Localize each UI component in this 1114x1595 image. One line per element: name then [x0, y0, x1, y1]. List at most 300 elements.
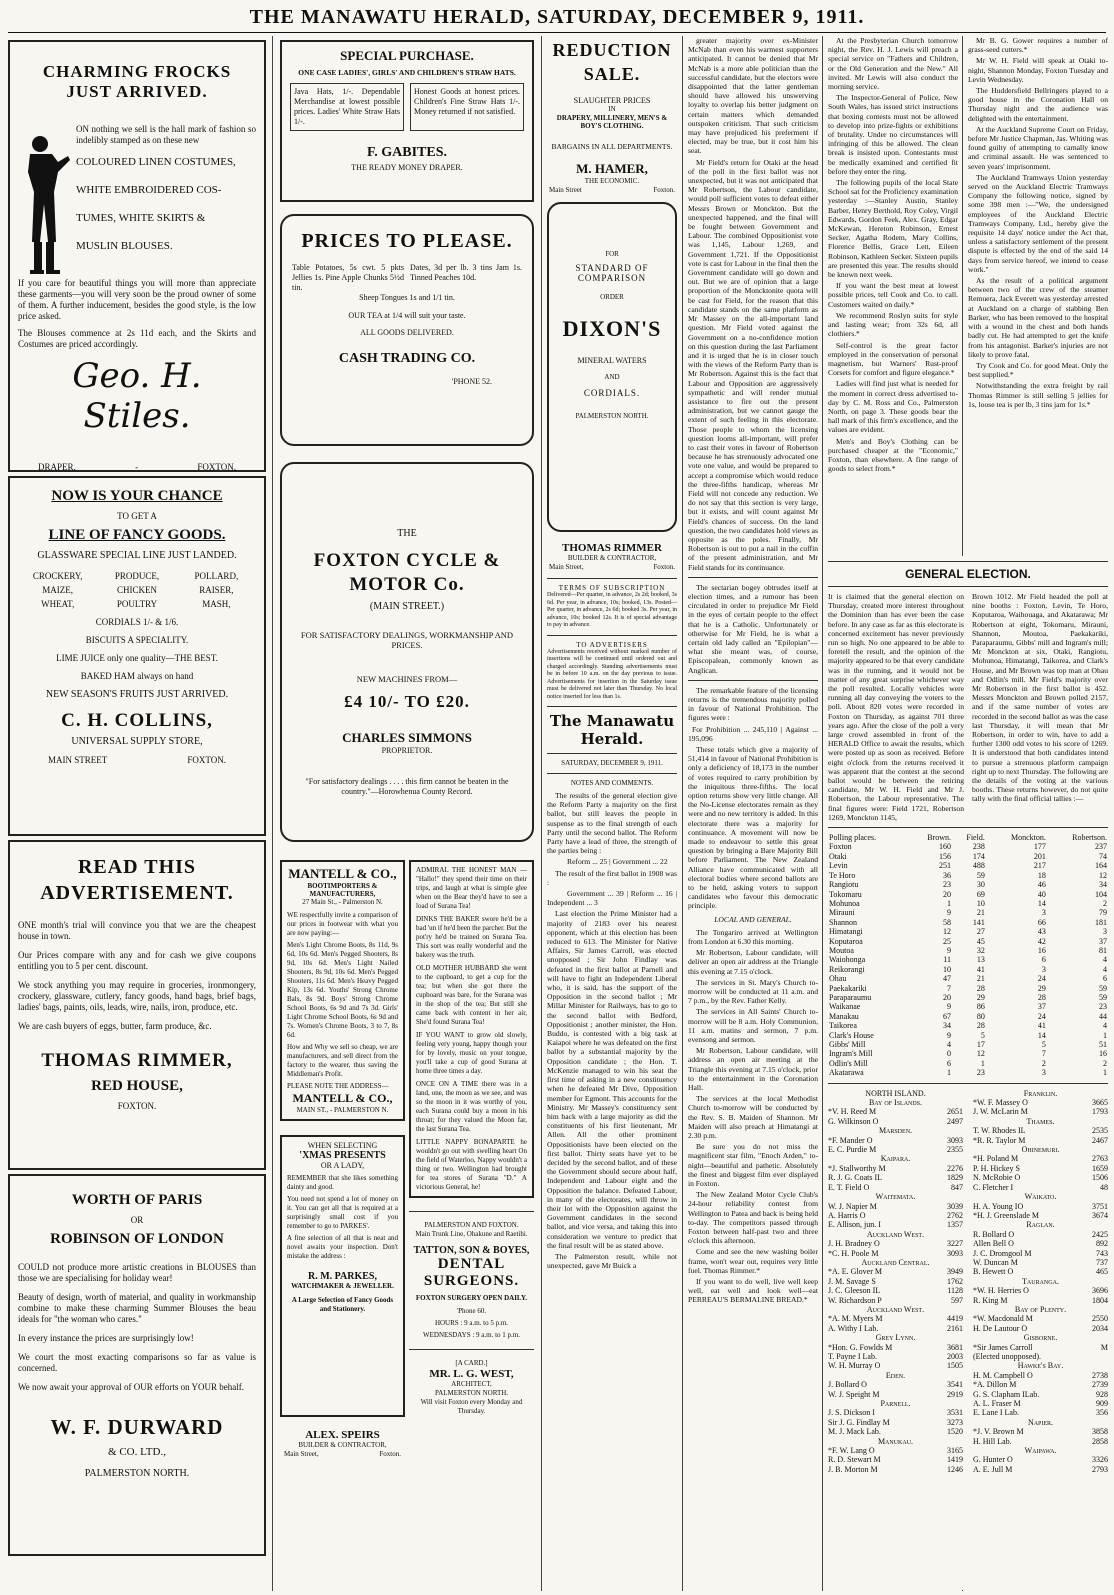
candidate-name: H. A. Young IO [973, 1201, 1024, 1211]
candidate-row [973, 1352, 1108, 1361]
vote-count: 1 [1103, 1030, 1107, 1040]
news-paragraph: Mr B. G. Gower requires a number of grass-seed cutters.* [968, 36, 1108, 55]
candidate-votes: 1505 [947, 1361, 963, 1371]
table-row [828, 927, 1108, 936]
candidate-votes: 1829 [947, 1173, 963, 1183]
polling-place: Te Horo [829, 870, 856, 880]
divider [547, 635, 677, 636]
local-paragraph: Mr Robertson, Labour candidate, will address an open air meeting at the Triangle this evening at 7.15 o'clock, prior to the entertainment in the Coronation Hall. [688, 1046, 818, 1092]
dixon-name: DIXON'S [562, 316, 662, 341]
west-name: MR. L. G. WEST, [429, 1368, 514, 1380]
candidate-name: W. J. Napier M [828, 1201, 877, 1211]
red-house-town: FOXTON. [117, 1101, 157, 1111]
divider [547, 578, 677, 579]
candidate-row [828, 1324, 963, 1333]
mantell-p3: How and Why we sell so cheap, we are manufacturers, and sell direct from the factory to the wearer, thus saving the Middleman's Profit. [287, 1043, 398, 1078]
collins-fancy-goods: LINE OF FANCY GOODS. [48, 527, 226, 543]
cash-prices [292, 263, 522, 293]
cash-trading-advert [280, 214, 534, 446]
candidate-name: *A. M. Myers M [828, 1314, 883, 1324]
vote-count: 1 [980, 1058, 985, 1068]
vote-count: 24 [1037, 1011, 1046, 1021]
column-2-lower [280, 856, 534, 1488]
trimmer-address [549, 563, 675, 571]
candidate-row [828, 1267, 963, 1276]
electorate-name: Grey Lynn. [875, 1333, 916, 1343]
stiles-footer [18, 462, 256, 472]
electorate-name: Eden. [885, 1370, 906, 1380]
durward-p2: Beauty of design, worth of material, and quality in workmanship combine to make these charming Summer Blouses the beau ideals for "the woman who cares." [18, 1292, 256, 1324]
collins-glassware: GLASSWARE SPECIAL LINE JUST LANDED. [37, 550, 237, 561]
divider [828, 586, 1108, 587]
vote-count: 6 [946, 1058, 951, 1068]
candidate-votes: 2738 [1092, 1370, 1108, 1380]
candidate-votes: 737 [1096, 1257, 1108, 1267]
dixon-for: FOR [605, 250, 619, 258]
vote-count: 174 [972, 851, 985, 861]
trimmer-name: THOMAS RIMMER [562, 542, 662, 554]
candidate-name: T. W. Rhodes IL [973, 1126, 1026, 1136]
mantell-name-2: MANTELL & CO., [292, 1091, 393, 1105]
candidate-row [828, 1418, 963, 1427]
hamer-title: REDUCTION SALE. [552, 40, 672, 84]
durward-london: ROBINSON OF LONDON [50, 1231, 224, 1247]
polling-place: Foxton [829, 842, 852, 852]
general-election [828, 556, 1108, 1590]
electorate-name: Raglan. [1026, 1220, 1055, 1230]
vote-count: 9 [946, 908, 951, 918]
candidate-row [828, 1455, 963, 1464]
electorate-name: Kaipara. [880, 1154, 911, 1164]
local-paragraph: Mr Robertson, Labour candidate, will deliver an open air address at the Triangle this evening at 7.15 o'clock. [688, 948, 818, 976]
collins-store: UNIVERSAL SUPPLY STORE, [71, 736, 203, 747]
divider [409, 1211, 534, 1212]
candidate-row [828, 1343, 963, 1352]
cycle-street: (MAIN STREET.) [369, 601, 445, 612]
table-row [828, 1040, 1108, 1049]
candidate-name: *Sir James Carroll [973, 1342, 1033, 1352]
advertisers-title: TO ADVERTISERS [576, 640, 648, 649]
electorate-name: Tauranga. [1022, 1276, 1059, 1286]
candidate-row [973, 1164, 1108, 1173]
polling-place: Himatangi [829, 927, 863, 937]
vote-count: 4 [946, 1040, 951, 1050]
vote-count: 81 [1099, 945, 1107, 955]
vote-count: 164 [1095, 861, 1107, 871]
vote-count: 7 [1041, 1049, 1046, 1059]
product-item: POLLARD, [194, 571, 239, 581]
candidate-name: *Hon. G. Fowlds M [828, 1342, 893, 1352]
dental-route-2: Main Trunk Line, Ohakune and Raetihi. [415, 1230, 528, 1238]
notes-column-2 [688, 36, 818, 911]
candidate-name: H. De Lautour O [973, 1323, 1028, 1333]
column-rule [272, 36, 273, 1591]
news-paragraph: Ladies will find just what is needed for the moment in correct dress advertised to-day by C. M. Ross and Co., Palmerston North, on page 3. These goods bear the hall mark of this firm's excellence, and the values are evident. [828, 379, 958, 435]
vote-count: 104 [1095, 889, 1107, 899]
vote-count: 58 [942, 917, 951, 927]
candidate-name: J. C. Gleeson IL [828, 1286, 881, 1296]
vote-count: 37 [1037, 1002, 1046, 1012]
candidate-row [973, 1154, 1108, 1163]
gabites-name: F. GABITES. [366, 145, 447, 160]
dental-weds: WEDNESDAYS : 9 a.m. to 1 p.m. [423, 1331, 520, 1339]
electorate-name: Waipawa. [1024, 1446, 1057, 1456]
frocks-line: MUSLIN BLOUSES. [76, 240, 173, 252]
candidate-name: Allen Bell O [973, 1239, 1014, 1249]
vote-count: 28 [976, 1021, 985, 1031]
vote-count: 2 [1103, 898, 1107, 908]
candidate-votes: 48 [1100, 1182, 1108, 1192]
vote-count: 6 [1103, 974, 1107, 984]
candidate-name: A. L. Fraser M [973, 1399, 1021, 1409]
article-paragraph: For Prohibition ... 245,110 | Against ... 195,096 [688, 724, 818, 743]
candidate-row [828, 1164, 963, 1173]
news-column-6 [968, 36, 1108, 409]
divider [547, 753, 677, 754]
candidate-votes: 4419 [947, 1314, 963, 1324]
candidate-name: A. E. Jull M [973, 1464, 1013, 1474]
vote-count: 2 [1041, 1058, 1046, 1068]
news-paragraph: As the result of a political argument between two of the crew of the steamer Remuera, Jack Everett was yesterday arrested at Auckland on a charge of stabbing Ben Barker, who has been removed to the hospital with a wound in the chest and both hands badly cut. He had attempted to get the knife from his antagonist. Barker's injuries are not likely to prove fatal. [968, 276, 1108, 359]
dental-title: DENTAL SURGEONS. [423, 1256, 520, 1289]
mantell-address: 27 Main St., - Palmerston N. [302, 898, 383, 906]
collins-name: C. H. COLLINS, [61, 710, 213, 731]
durward-paris: WORTH OF PARIS [71, 1192, 203, 1208]
frocks-line: TUMES, WHITE SKIRTS & [76, 212, 206, 224]
candidate-row [828, 1361, 963, 1370]
hamer-town: Foxton. [653, 186, 675, 194]
vote-count: 67 [942, 1011, 951, 1021]
west-note: Will visit Foxton every Monday and Thursday. [420, 1398, 523, 1415]
cycle-owner: CHARLES SIMMONS [342, 730, 472, 745]
candidate-votes: 2739 [1092, 1380, 1108, 1390]
polling-place: Clark's House [829, 1030, 874, 1040]
durward-p5: We now await your approval of OUR efforts on YOUR behalf. [18, 1382, 244, 1392]
candidate-votes: 1520 [947, 1427, 963, 1437]
dental-surgery: FOXTON SURGERY OPEN DAILY. [415, 1294, 528, 1302]
north-island-left [828, 1089, 963, 1475]
general-election-text [828, 592, 1108, 822]
candidate-name: *A. E. Glover M [828, 1267, 882, 1277]
column-rule [682, 36, 683, 1591]
news-paragraph: The following pupils of the local State School sat for the Proficiency examination yesterday :—Stanley Austin, Stanley Barber, Henry Berthold, Roy Coley, Virgil Edwards, Gordon Feek, Alex. Gray, Edgar McKewan, Hereton Robinson, Ernest Secker, Agatha Rodem, Mary Collins, Florence Bellis, Grace Lett, Eileen Robinson, Kathleen Secker. Sixteen pupils are presented this year. The results should be known next week. [828, 178, 958, 280]
parkes-l3: OR A LADY, [320, 1161, 365, 1170]
surana-jottings [409, 860, 534, 1198]
candidate-votes: 909 [1096, 1399, 1108, 1409]
polling-place: Moutoa [829, 945, 854, 955]
stiles-advert [8, 40, 266, 472]
product-item: RAISER, [199, 585, 234, 595]
candidate-votes: M [1100, 1342, 1108, 1352]
town-label: FOXTON. [197, 462, 236, 472]
candidate-row [973, 1380, 1108, 1389]
product-item: CHICKEN [116, 585, 157, 595]
candidate-name: W. J. Speight M [828, 1389, 880, 1399]
vote-count: 37 [1099, 936, 1107, 946]
polling-place: Paekakariki [829, 983, 867, 993]
dental-name: TATTON, SON & BOYES, [413, 1245, 530, 1256]
candidate-row [828, 1380, 963, 1389]
candidate-row [973, 1230, 1108, 1239]
table-row [828, 946, 1108, 955]
collins-heading: NOW IS YOUR CHANCE [51, 488, 223, 504]
polling-place: Taikorea [829, 1021, 857, 1031]
jotting: ADMIRAL THE HONEST MAN — "Hallo!" they spend their time on their trips, and laugh at what is simple glee when on the Bear they'd have to see a load of Surana Tea! [416, 866, 527, 910]
news-paragraph: The Huddersfield Bellringers played to a good house in the Coronation Hall on Thursday night and the audience was delighted with the entertainment. [968, 86, 1108, 123]
column-5 [828, 36, 958, 556]
vote-count: 29 [976, 992, 985, 1002]
west-town: PALMERSTON NORTH. [434, 1389, 509, 1397]
jotting: IF YOU WANT to grow old slowly, feeling very young, happy though your for by lovely, music on your tongue, you'll take a cup of good Surana at home three times a day. [416, 1031, 527, 1075]
table-row [828, 899, 1108, 908]
vote-count: 28 [976, 983, 985, 993]
cash-right: Dates, 3d per lb. 3 tins Jam 1s. Tinned Peaches 10d. [410, 263, 522, 282]
vote-count: 21 [976, 974, 985, 984]
masthead: THE MANAWATU HERALD, SATURDAY, DECEMBER 9, 1911. [249, 6, 865, 28]
candidate-row [973, 1098, 1108, 1107]
candidate-name: J. C. Dromgool M [973, 1248, 1032, 1258]
parkes-p1: REMEMBER that she likes something dainty and good. [287, 1174, 398, 1191]
product-item: WHEAT, [41, 599, 75, 609]
column-header: Robertson. [1072, 833, 1107, 843]
vote-count: 17 [976, 1040, 985, 1050]
cash-phone: 'PHONE 52. [451, 377, 492, 386]
vote-count: 3 [1041, 908, 1046, 918]
candidate-name: *H. J. Greenslade M [973, 1210, 1039, 1220]
candidate-name: J. H. Bradney O [828, 1239, 880, 1249]
west-tag: [A CARD.] [455, 1359, 488, 1367]
electorate-name: Bay of Plenty. [1014, 1304, 1067, 1314]
divider [409, 1349, 534, 1350]
candidate-votes: 3273 [947, 1417, 963, 1427]
news-column-5 [828, 36, 958, 473]
candidate-row [828, 1465, 963, 1474]
polling-place: Manakau [829, 1011, 859, 1021]
mantell-p1: WE respectfully invite a comparison of our prices in footwear with what you are now paying:— [287, 911, 398, 937]
vote-count: 238 [972, 842, 985, 852]
collins-subheading: TO GET A [117, 511, 157, 521]
candidate-row [828, 1220, 963, 1229]
table-row [828, 1021, 1108, 1030]
table-row [828, 890, 1108, 899]
local-paragraph: The Tongariro arrived at Wellington from London at 6.30 this morning. [688, 927, 818, 946]
divider [547, 773, 677, 774]
electorate-name: Auckland West. [866, 1304, 925, 1314]
parkes-p2: You need not spend a lot of money on it. You can get all that is required at a surprisingly small cost if you remember to go to PARKES'. [287, 1195, 398, 1230]
candidate-name: C. Fletcher I [973, 1182, 1014, 1192]
vote-count: 201 [1033, 851, 1046, 861]
candidate-votes: 3674 [1092, 1210, 1108, 1220]
candidate-votes: 847 [951, 1182, 963, 1192]
trimmer-street: Main Street, [549, 563, 584, 571]
candidate-name: R. D. Stewart M [828, 1455, 881, 1465]
news-paragraph: Notwithstanding the extra freight by rail Thomas Rimmer is still selling 5 jellies for 1s, loose tea is per lb, 3 tins jam for 1s.* [968, 381, 1108, 409]
candidate-name: *F. W. Lang O [828, 1446, 875, 1456]
electorate-name: Ohinemuri. [1021, 1145, 1060, 1155]
trimmer-town: Foxton. [653, 563, 675, 571]
local-heading: LOCAL AND GENERAL. [714, 914, 792, 924]
candidate-votes: 2355 [947, 1145, 963, 1155]
red-house-label: RED HOUSE, [91, 1078, 183, 1094]
candidate-name: J. Bollard O [828, 1380, 867, 1390]
candidate-name: Sir J. G. Findlay M [828, 1417, 890, 1427]
vote-count: 9 [946, 945, 951, 955]
speirs-name: ALEX. SPEIRS [305, 1429, 380, 1441]
polling-place: Waiohonga [829, 955, 866, 965]
candidate-row [973, 1465, 1108, 1474]
candidate-name: *V. H. Reed M [828, 1107, 877, 1117]
candidate-votes: 3093 [947, 1135, 963, 1145]
candidate-votes: 3665 [1092, 1098, 1108, 1108]
table-row [828, 871, 1108, 880]
candidate-row [828, 1107, 963, 1116]
general-left: It is claimed that the general election on Thursday, created more interest throughout the Dominion than has ever been the case before. In any case as far as this electorate is concerned excitement has never previously run so high. No one appeared to be able to foretell the result, and the opinion of the majority appeared to be that every candidate was in the running, and it would not be matter of any great surprise whichever way the poll resulted. Locally vehicles were running all day conveying the voters to the poll. About 820 votes were recorded in Foxton on Thursday, as against 701 three years ago. After the close of the poll a very large crowd assembled in front of the HERALD Office to await the results, which were posted up as soon as received. Before eight o'clock from the returns received it was apparent that the contest at the second ballot would be between the retiring candidate, Mr W. H. Field and Mr J. Robertson, the Labour representative. The final figures were: Field 1721, Robertson 1269, Monckton 1145, [828, 592, 964, 822]
candidate-name: E. T. Field O [828, 1182, 870, 1192]
candidate-row [828, 1277, 963, 1286]
candidate-votes: 3039 [947, 1201, 963, 1211]
news-paragraph: Men's and Boy's Clothing can be purchased cheaper at the "Economic," Foxton, than elsewhere. A fine range of goods to select from.* [828, 436, 958, 474]
local-paragraph: Be sure you do not miss the magnificent star film, "Enoch Arden," to-night—beautiful and pathetic. Absolutely the finest and biggest film ever displayed in Foxton. [688, 1142, 818, 1188]
candidate-votes: 465 [1096, 1267, 1108, 1277]
column-header: Field. [966, 833, 985, 843]
mantell-address-2: MAIN ST., - PALMERSTON N. [296, 1106, 389, 1114]
candidate-name: G. Hunter O [973, 1455, 1013, 1465]
cash-name: CASH TRADING CO. [338, 351, 476, 366]
candidate-row [973, 1258, 1108, 1267]
polling-place: Mohunoa [829, 898, 860, 908]
vote-count: 488 [972, 861, 985, 871]
hamer-slaughter: SLAUGHTER PRICES [573, 96, 651, 105]
red-house-p4: We are cash buyers of eggs, butter, farm produce, &c. [18, 1021, 212, 1031]
vote-count: 3 [1041, 964, 1046, 974]
vote-count: 4 [1103, 955, 1107, 965]
advertisers-notice [547, 641, 677, 702]
table-row [828, 955, 1108, 964]
candidate-name: B. Hewett O [973, 1267, 1014, 1277]
local-paragraph: Come and see the new washing boiler frame, won't wear out, requires very little fuel. Thomas Rimmer.* [688, 1247, 818, 1275]
vote-count: 10 [942, 964, 951, 974]
candidate-name: *W. H. Herries O [973, 1286, 1029, 1296]
candidate-votes: 3093 [947, 1248, 963, 1258]
candidate-votes: 2535 [1092, 1126, 1108, 1136]
terms-text: Delivered—Per quarter, in advance, 2s 2d; booked, 3s 6d. Per year, in advance, 10s; booked, 13s. Posted—Per quarter, in advance, 2s 6d; booked 3s. Per year, in advance, 10s; booked 12s. It is of special advantage to pay in advance. [547, 592, 677, 628]
candidate-name: M. J. Mack Lab. [828, 1427, 881, 1437]
collins-street: MAIN STREET [48, 755, 108, 765]
polling-place: Shannon [829, 917, 857, 927]
candidate-name: *J. V. Brown M [973, 1427, 1024, 1437]
vote-count: 40 [1037, 889, 1046, 899]
hamer-advert [547, 36, 677, 196]
trimmer-trade: BUILDER & CONTRACTOR, [567, 554, 657, 562]
separator: - [135, 462, 139, 472]
local-general [688, 928, 818, 1305]
vote-count: 59 [1099, 983, 1107, 993]
hamer-tag: THE ECONOMIC. [584, 177, 640, 185]
candidate-name: *F. Mander O [828, 1135, 873, 1145]
red-house-advert [8, 840, 266, 1170]
table-row [828, 1068, 1108, 1077]
gabites-details [290, 83, 524, 131]
column-6 [968, 36, 1108, 556]
candidate-row [828, 1427, 963, 1436]
table-row [828, 1031, 1108, 1040]
parkes-l1: WHEN SELECTING [307, 1141, 378, 1150]
notes-heading: NOTES AND COMMENTS. [570, 779, 654, 787]
table-header [828, 833, 1108, 842]
vote-count: 14 [1037, 898, 1046, 908]
candidate-row [973, 1296, 1108, 1305]
dixon-waters: MINERAL WATERS [577, 356, 647, 365]
parkes-trade: WATCHMAKER & JEWELLER. [291, 1282, 394, 1290]
candidate-row [973, 1455, 1108, 1464]
candidate-name: W. H. Murray O [828, 1361, 881, 1371]
candidate-name: P. H. Hickey S [973, 1163, 1020, 1173]
hamer-street: Main Street [549, 186, 582, 194]
candidate-row [973, 1343, 1108, 1352]
electorate-name: Napier. [1027, 1417, 1054, 1427]
cash-sheep: Sheep Tongues 1s and 1/1 tin. [359, 293, 455, 302]
vote-count: 12 [976, 1049, 985, 1059]
candidate-name: E. C. Purdie M [828, 1145, 877, 1155]
vote-count: 42 [1037, 936, 1046, 946]
vote-count: 23 [942, 880, 951, 890]
candidate-name: A. Harris O [828, 1210, 866, 1220]
vote-count: 80 [976, 1011, 985, 1021]
candidate-votes: 3681 [947, 1342, 963, 1352]
news-paragraph: Try Cook and Co. for good Meat. Only the best supplied.* [968, 360, 1108, 380]
candidate-votes: 3531 [947, 1408, 963, 1418]
candidate-votes: 1793 [1092, 1107, 1108, 1117]
candidate-name: N. McRobie O [973, 1173, 1021, 1183]
vote-count: 13 [976, 955, 985, 965]
north-island-right [973, 1089, 1108, 1475]
vote-count: 177 [1033, 842, 1046, 852]
gentleman-illustration [18, 132, 70, 282]
candidate-votes: 3696 [1092, 1286, 1108, 1296]
vote-count: 237 [1095, 842, 1107, 852]
column-1 [8, 36, 266, 1560]
terms-title: TERMS OF SUBSCRIPTION [558, 584, 666, 592]
vote-count: 5 [980, 1030, 985, 1040]
mantell-p2: Men's Light Chrome Boots, 8s 11d, 9s 6d, 10s 6d. Men's Pegged Shooters, 8s 9d, 10s 6d. Men's Light Nailed Shooters, 8s 9d, 10s 6d. Men's Pegged Shooters, 11s 6d. Men's Heavy Pegged Kip, 13s 6d. Youths' Strong Chrome Bals, 8s 9d. Boys' Strong Chrome School Boots, 6s 9d and 7s 3d. Girls' Light Chrome School Boots, 6s 9d and 7s. Women's Chrome Boots, 3 to 7, 8s 6d. [287, 941, 398, 1039]
candidate-row [973, 1314, 1108, 1323]
hamer-depts: DRAPERY, MILLINERY, MEN'S & BOY'S CLOTHING. [556, 114, 668, 130]
cash-tea: OUR TEA at 1/4 will suit your taste. [348, 311, 466, 320]
red-house-p3: We stock anything you may require in groceries, ironmongery, crockery, glassware, cutlery, fancy goods, hand bags, brief bags, ladies' bags, paints, oils, leads, wire, nails, iron, produce, etc. [18, 980, 256, 1012]
candidate-row [973, 1239, 1108, 1248]
gabites-tag: THE READY MONEY DRAPER. [351, 163, 463, 172]
article-paragraph: greater majority over ex-Minister McNab than even his warmest supporters anticipated. It cannot be denied that Mr McNab is a more able politician than the successful candidate, but the electors were disappointed that the latter gentleman should have allowed his unswerving loyalty to overlap his better judgment on certain matters which demanded outspoken criticism. That such criticism may have prejudiced his preferment if elected, may be true, but it cost him his seat. [688, 36, 818, 156]
candidate-votes: 356 [1096, 1408, 1108, 1418]
speirs-street: Main Street, [284, 1450, 319, 1458]
table-row [828, 842, 1108, 851]
candidate-row [973, 1390, 1108, 1399]
candidate-row [973, 1107, 1108, 1116]
parkes-advert [280, 1135, 405, 1417]
polling-place: Ohau [829, 974, 847, 984]
candidate-row [973, 1399, 1108, 1408]
divider [547, 706, 677, 707]
candidate-name: A. Withy I Lab. [828, 1323, 879, 1333]
candidate-name: E. Lane I Lab. [973, 1408, 1019, 1418]
electorate-name: Thames. [1026, 1116, 1055, 1126]
candidate-votes: 1246 [947, 1464, 963, 1474]
durward-p3: In every instance the prices are surprisingly low! [18, 1333, 194, 1343]
vote-count: 181 [1095, 917, 1107, 927]
electorate-name: Manukau. [877, 1436, 914, 1446]
vote-count: 41 [976, 964, 985, 974]
news-paragraph: Self-control is the great factor employed in the conservation of personal magnetism, but Warners' Rust-proof Corsets for comfort and figure elegance.* [828, 340, 958, 378]
